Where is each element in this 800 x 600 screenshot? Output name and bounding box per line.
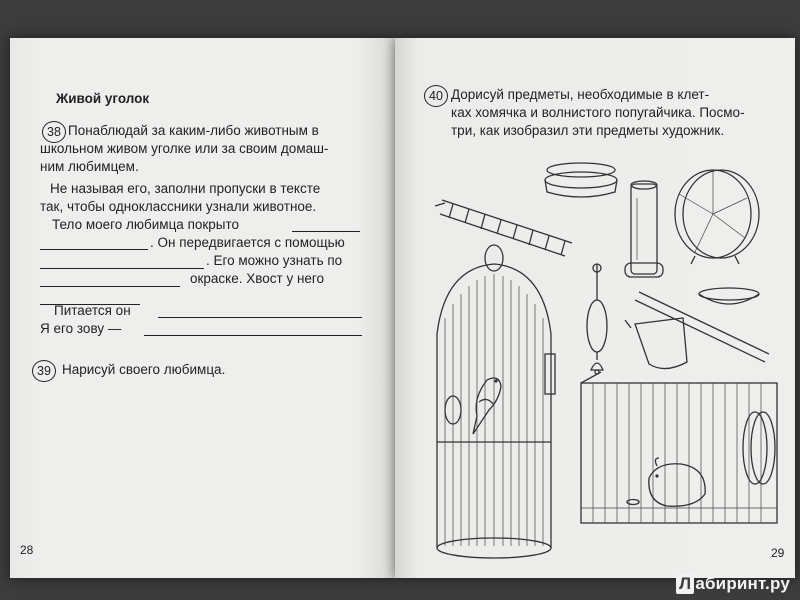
blank-move-label: . Он передвигается с помощью <box>150 235 345 250</box>
blank-food-label: Питается он <box>54 303 131 318</box>
hamster-cage-drawing <box>581 372 777 523</box>
section-heading: Живой уголок <box>56 91 150 106</box>
ladder-drawing <box>435 200 572 256</box>
blank-color-label: окраске. Хвост у него <box>190 271 325 286</box>
task-38-line-1: Понаблюдай за каким-либо животным в <box>68 123 319 138</box>
task-40-number: 40 <box>424 85 448 107</box>
blank-know-line[interactable] <box>40 268 204 269</box>
task-38-line-3: ним любимцем. <box>40 159 139 174</box>
task-40-line-2: ках хомячка и волнистого попугайчика. Посмо- <box>451 105 745 120</box>
small-dish-drawing <box>699 288 759 304</box>
feeder-cup-drawing <box>625 318 687 369</box>
blank-food-line[interactable] <box>158 317 362 318</box>
perch-stick-drawing <box>635 292 769 362</box>
task-39-number: 39 <box>32 360 56 382</box>
mirror-bell-drawing <box>587 264 607 374</box>
blank-color-line[interactable] <box>40 286 180 287</box>
bird-cage-drawing <box>437 245 555 558</box>
blank-move-line[interactable] <box>40 249 148 250</box>
task-40-line-3: три, как изобразил эти предметы художник. <box>451 123 725 138</box>
labirint-logo: Л абиринт.ру <box>676 574 790 594</box>
left-page <box>10 38 395 578</box>
task-38-number: 38 <box>42 121 66 143</box>
blank-body-label: Тело моего любимца покрыто <box>52 217 240 232</box>
task-39-text: Нарисуй своего любимца. <box>62 362 226 377</box>
task-38-line-4: Не называя его, заполни пропуски в тексте <box>50 181 321 196</box>
left-page-number: 28 <box>20 543 34 557</box>
task-38-line-2: школьном живом уголке или за своим домаш- <box>40 141 329 156</box>
blank-know-label: . Его можно узнать по <box>206 253 343 268</box>
water-bottle-drawing <box>625 181 663 277</box>
hamster-wheel-drawing <box>675 170 759 264</box>
right-page-number: 29 <box>771 546 785 560</box>
food-bowl-drawing <box>545 163 617 197</box>
right-page <box>395 38 795 578</box>
blank-name-line[interactable] <box>144 335 362 336</box>
task-40-line-1: Дорисуй предметы, необходимые в клет- <box>451 87 710 102</box>
blank-name-label: Я его зову — <box>40 321 122 336</box>
task-38-line-5: так, чтобы одноклассники узнали животное. <box>40 199 317 214</box>
illustrations <box>395 38 795 578</box>
blank-body-line[interactable] <box>292 231 360 232</box>
